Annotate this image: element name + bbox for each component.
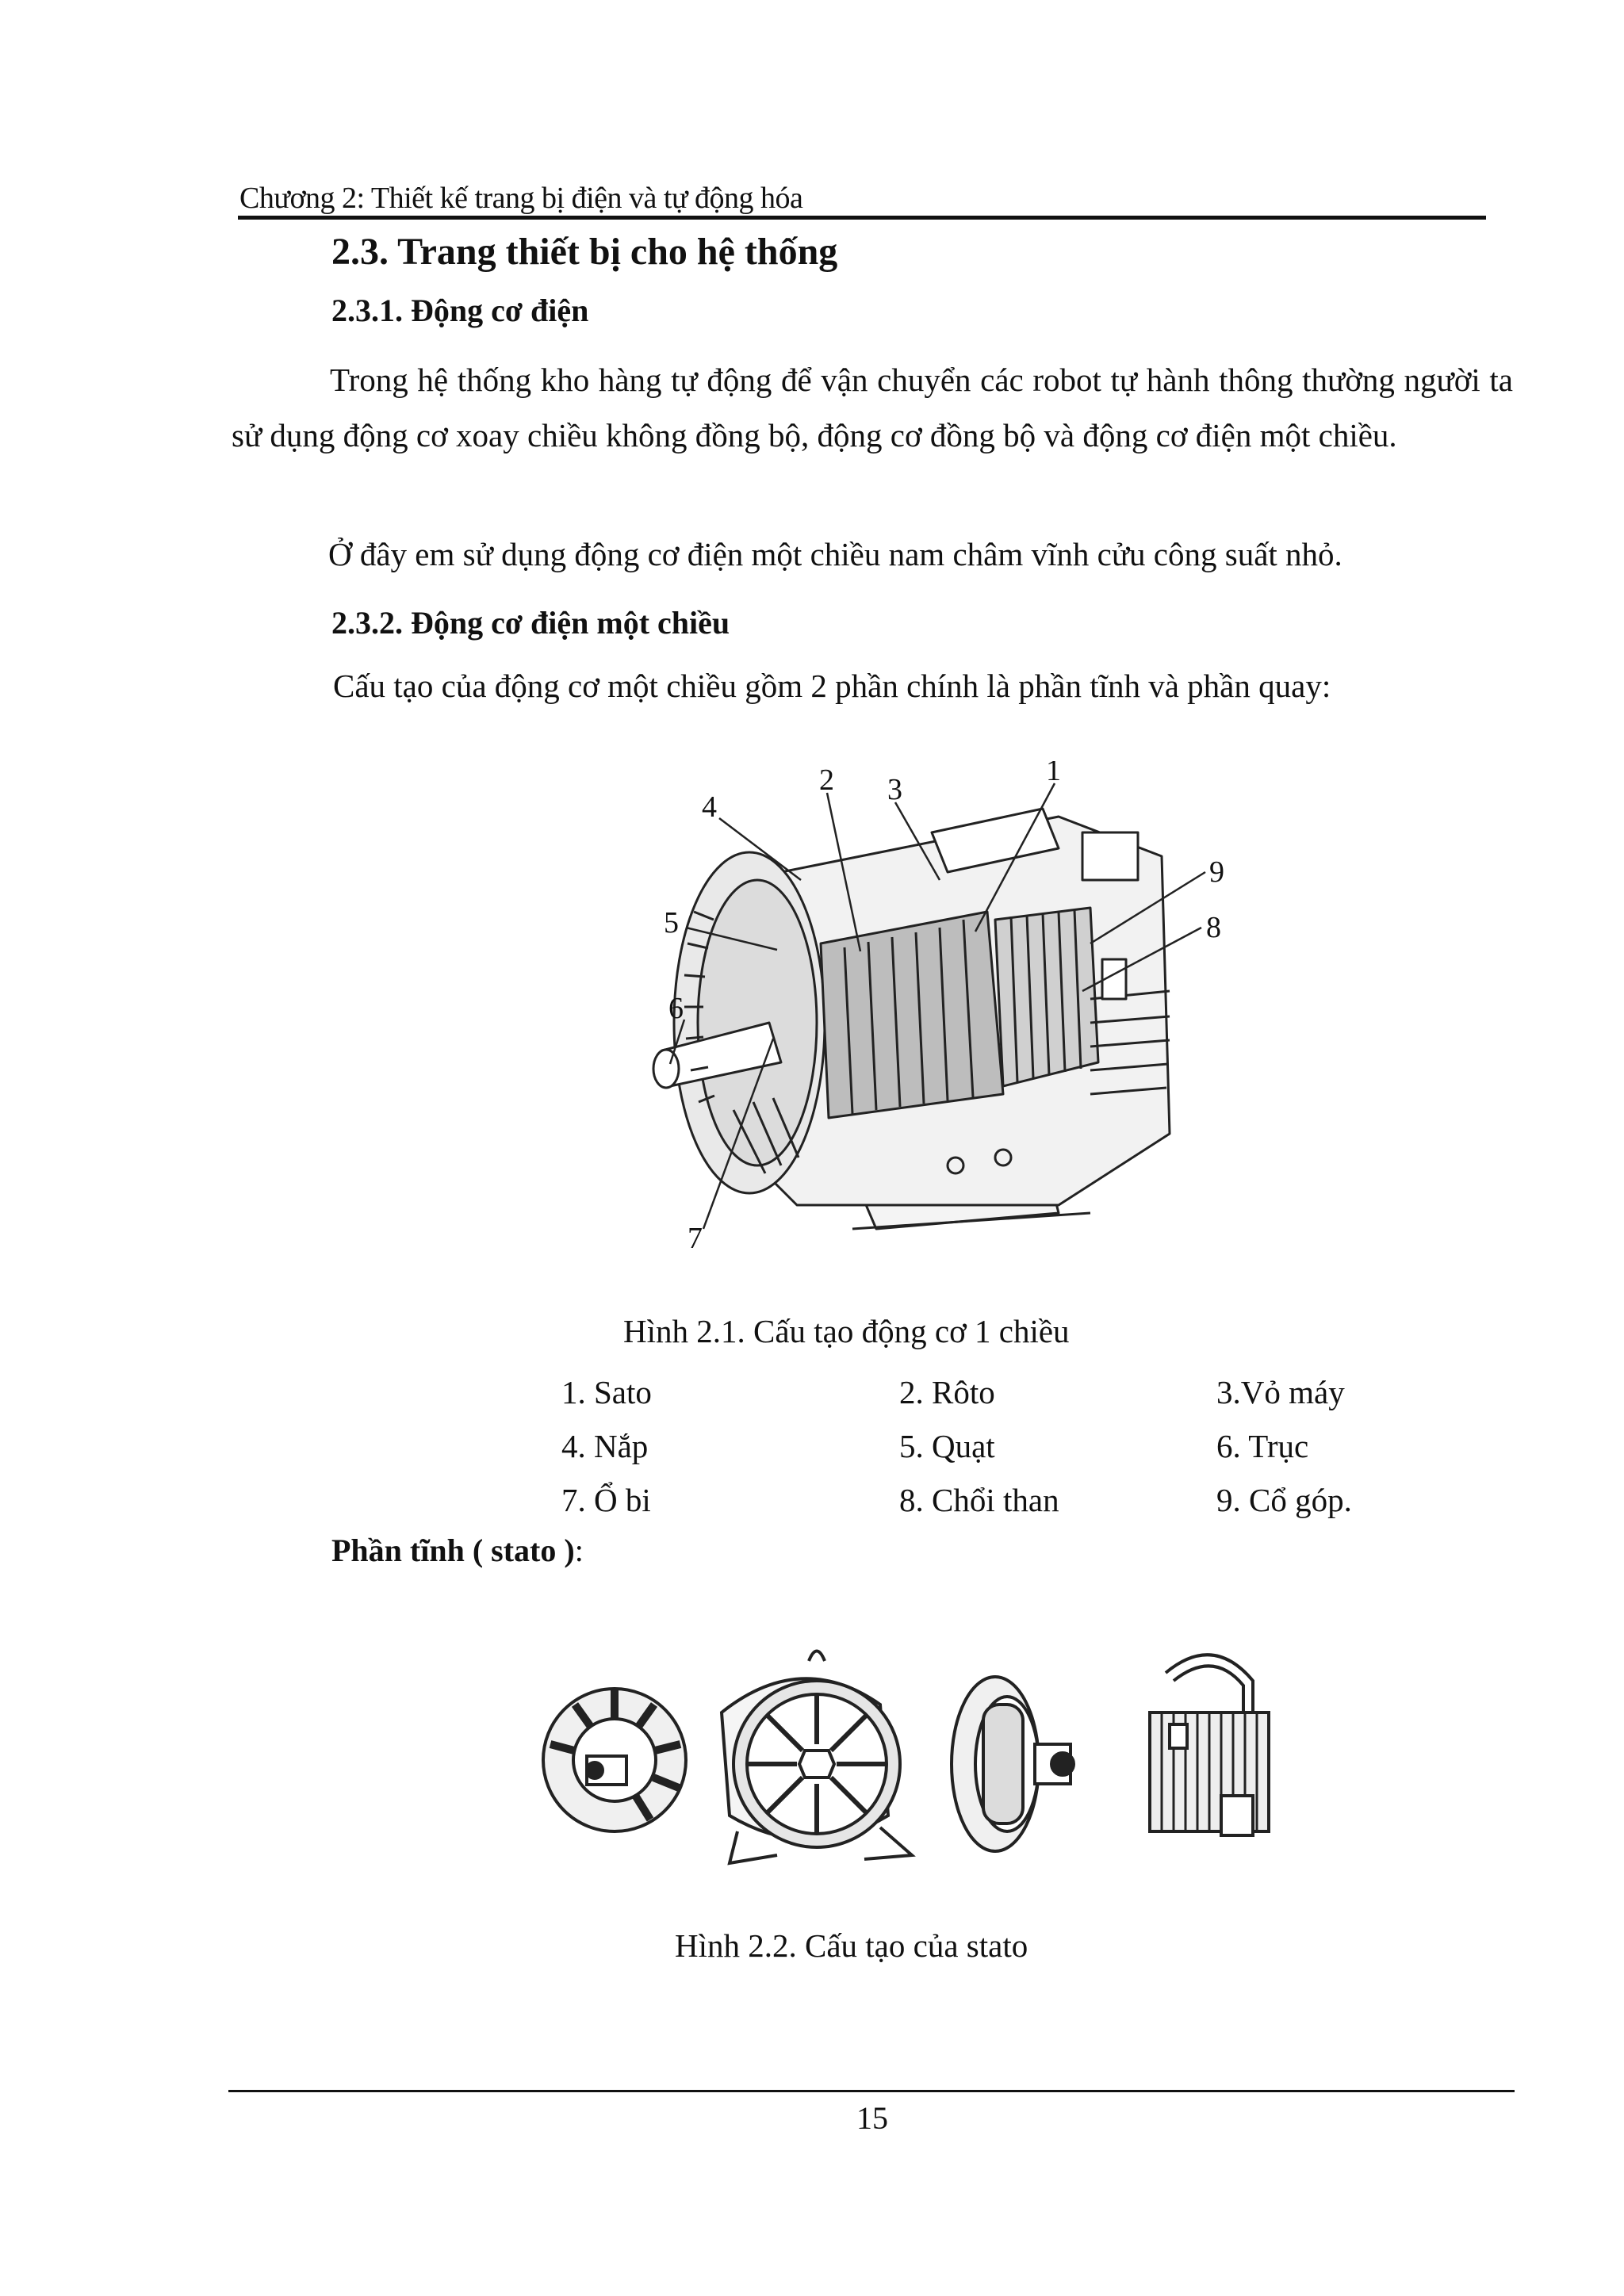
paragraph-motors — [232, 352, 1513, 463]
paragraph-motors-text: Trong hệ thống kho hàng tự động để vận chuyển các robot tự hành thông thường người ta sử dụng động cơ xoay chiều không đồng bộ, động cơ đồng bộ và động cơ điện một chiều. — [232, 362, 1513, 453]
page-number: 15 — [856, 2100, 888, 2136]
figure1-legend — [561, 1365, 1402, 1527]
header-rule — [238, 216, 1486, 220]
footer-rule — [228, 2090, 1515, 2092]
callout-6: 6 — [668, 992, 684, 1025]
callout-5: 5 — [664, 906, 679, 939]
running-header: Chương 2: Thiết kế trang bị điện và tự động hóa — [239, 182, 803, 215]
stator-heading-bold: Phần tĩnh ( stato ) — [331, 1533, 575, 1568]
dc-motor-cutaway-figure — [615, 761, 1241, 1269]
legend-item: 1. Sato — [561, 1374, 652, 1410]
legend-item: 7. Ổ bi — [561, 1482, 651, 1518]
figure1-caption: Hình 2.1. Cấu tạo động cơ 1 chiều — [623, 1313, 1070, 1349]
figure2-caption: Hình 2.2. Cấu tạo của stato — [675, 1927, 1028, 1964]
subsection-title-2: 2.3.2. Động cơ điện một chiều — [331, 605, 730, 641]
paragraph-choice: Ở đây em sử dụng động cơ điện một chiều nam châm vĩnh cửu công suất nhỏ. — [328, 536, 1342, 572]
stator-ring-part — [543, 1689, 686, 1831]
callout-4: 4 — [702, 790, 717, 824]
callout-1: 1 — [1046, 761, 1061, 787]
legend-item: 8. Chổi than — [899, 1482, 1059, 1518]
legend-row — [561, 1419, 1402, 1473]
stator-parts-figure — [539, 1617, 1348, 1879]
legend-row — [561, 1473, 1402, 1527]
legend-item: 9. Cổ góp. — [1216, 1482, 1352, 1518]
legend-item: 5. Quạt — [899, 1428, 995, 1464]
stator-frame-part — [722, 1651, 912, 1864]
legend-item: 6. Trục — [1216, 1428, 1309, 1464]
callout-3: 3 — [887, 773, 902, 806]
stator-pole-part — [952, 1677, 1074, 1851]
legend-item: 3.Vỏ máy — [1216, 1374, 1345, 1410]
callout-7: 7 — [688, 1222, 703, 1255]
legend-item: 4. Nắp — [561, 1428, 649, 1464]
callout-9: 9 — [1209, 855, 1224, 889]
section-title: 2.3. Trang thiết bị cho hệ thống — [331, 231, 838, 273]
field-coil-part — [1150, 1655, 1269, 1835]
callout-2: 2 — [819, 763, 834, 797]
legend-row — [561, 1365, 1402, 1419]
stator-heading-suffix: : — [574, 1533, 584, 1568]
subsection-title-1: 2.3.1. Động cơ điện — [331, 293, 589, 328]
callout-8: 8 — [1206, 911, 1221, 944]
paragraph-structure: Cấu tạo của động cơ một chiều gồm 2 phần chính là phần tĩnh và phần quay: — [333, 668, 1331, 704]
stator-heading — [331, 1532, 584, 1569]
legend-item: 2. Rôto — [899, 1374, 995, 1410]
